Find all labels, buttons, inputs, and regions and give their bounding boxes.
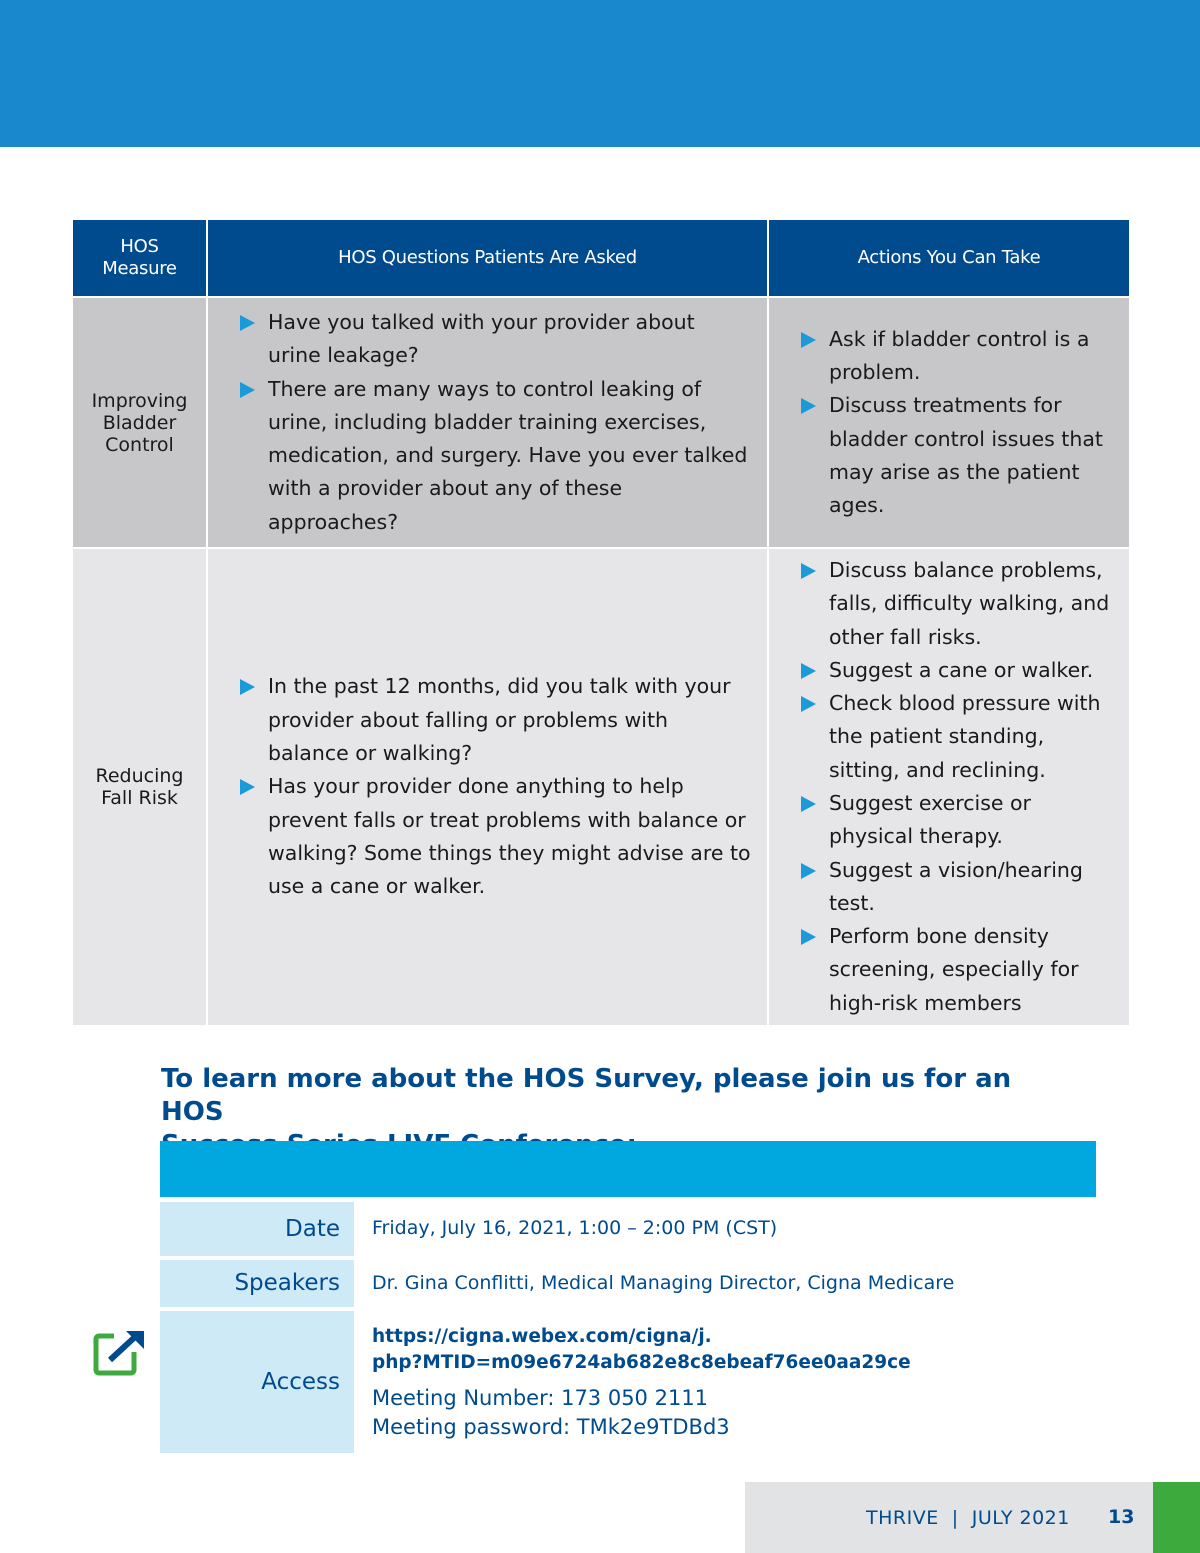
list-item: Has your provider done anything to help prevent falls or treat problems with balance or walking? Some things they might advise are to use a cane or walker. — [236, 770, 753, 903]
bullet-arrow-icon — [801, 696, 816, 712]
list-item: Ask if bladder control is a problem. — [797, 323, 1121, 390]
list-item: There are many ways to control leaking of urine, including bladder training exercises, medication, and surgery. Have you ever talked with a provider about any of these approaches? — [236, 373, 753, 539]
list-item: Suggest a cane or walker. — [797, 654, 1121, 687]
external-link-icon[interactable] — [92, 1328, 146, 1378]
conference-banner-bar — [160, 1141, 1096, 1197]
table-header-row — [73, 220, 1129, 297]
bullet-arrow-icon — [801, 663, 816, 679]
list-item: Perform bone density screening, especially for high-risk members — [797, 920, 1121, 1020]
speakers-value: Dr. Gina Conflitti, Medical Managing Director, Cigna Medicare — [372, 1272, 955, 1294]
conference-heading: To learn more about the HOS Survey, please join us for an HOS — [161, 1064, 1012, 1127]
hos-measures-table — [73, 220, 1129, 1027]
bullet-arrow-icon — [240, 779, 255, 795]
header-hos-measure: HOS Measure — [73, 220, 207, 297]
bullet-arrow-icon — [801, 398, 816, 414]
list-item: Suggest exercise or physical therapy. — [797, 787, 1121, 854]
header-actions: Actions You Can Take — [768, 220, 1129, 297]
date-value: Friday, July 16, 2021, 1:00 – 2:00 PM (CST) — [372, 1217, 778, 1239]
bullet-arrow-icon — [801, 929, 816, 945]
date-label: Date — [160, 1202, 354, 1256]
list-item: Have you talked with your provider about urine leakage? — [236, 306, 753, 373]
bullet-arrow-icon — [240, 382, 255, 398]
bullet-arrow-icon — [801, 863, 816, 879]
table-row — [73, 297, 1129, 548]
bullet-arrow-icon — [240, 315, 255, 331]
speakers-label: Speakers — [160, 1260, 354, 1307]
questions-cell — [207, 548, 768, 1026]
measure-cell: Improving Bladder Control — [73, 297, 207, 548]
table-row — [73, 548, 1129, 1026]
list-item: In the past 12 months, did you talk with your provider about falling or problems with balance or walking? — [236, 670, 753, 770]
top-banner — [0, 0, 1200, 147]
meeting-password: Meeting password: TMk2e9TDBd3 — [372, 1415, 730, 1439]
questions-cell — [207, 297, 768, 548]
bullet-arrow-icon — [801, 563, 816, 579]
access-label: Access — [160, 1311, 354, 1453]
bullet-arrow-icon — [240, 679, 255, 695]
actions-cell — [768, 297, 1129, 548]
list-item: Suggest a vision/hearing test. — [797, 854, 1121, 921]
meeting-details — [372, 1384, 730, 1442]
webex-link[interactable]: https://cigna.webex.com/cigna/j. php?MTID=m09e6724ab682e8c8ebeaf76ee0aa29ce — [372, 1326, 911, 1373]
meeting-number: Meeting Number: 173 050 2111 — [372, 1386, 709, 1410]
page-number: 13 — [1108, 1506, 1135, 1528]
list-item: Check blood pressure with the patient standing, sitting, and reclining. — [797, 687, 1121, 787]
footer-accent — [1153, 1482, 1200, 1553]
measure-cell: Reducing Fall Risk — [73, 548, 207, 1026]
actions-cell — [768, 548, 1129, 1026]
bullet-arrow-icon — [801, 332, 816, 348]
publication-info: THRIVE | JULY 2021 — [866, 1507, 1070, 1529]
header-questions: HOS Questions Patients Are Asked — [207, 220, 768, 297]
list-item: Discuss treatments for bladder control issues that may arise as the patient ages. — [797, 389, 1121, 522]
bullet-arrow-icon — [801, 796, 816, 812]
list-item: Discuss balance problems, falls, difficulty walking, and other fall risks. — [797, 554, 1121, 654]
